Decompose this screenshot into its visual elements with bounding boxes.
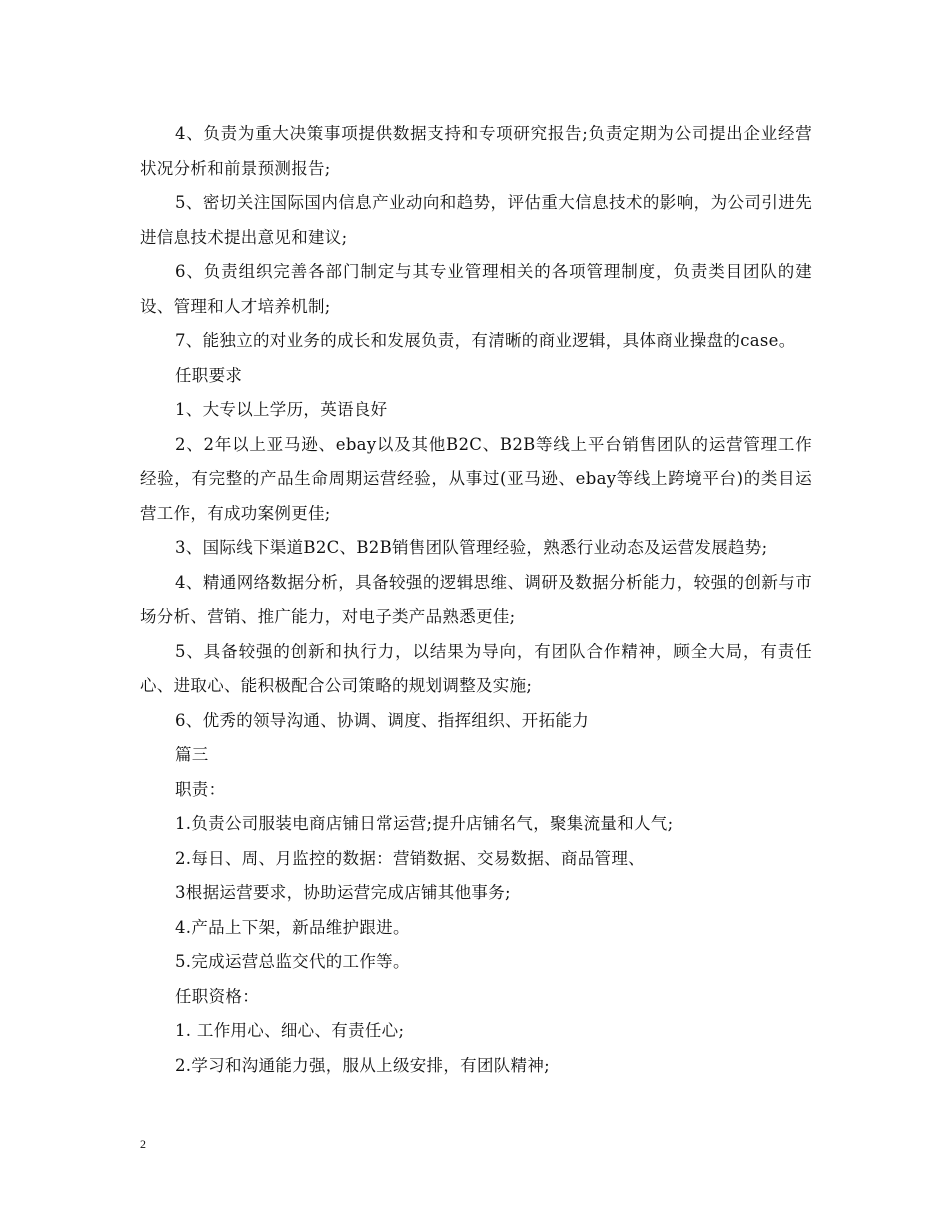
paragraph: 4、精通网络数据分析，具备较强的逻辑思维、调研及数据分析能力，较强的创新与市场分析、营销、推广能力，对电子类产品熟悉更佳; xyxy=(140,572,812,626)
paragraph: 5、具备较强的创新和执行力，以结果为导向，有团队合作精神，顾全大局，有责任心、进取心、能积极配合公司策略的规划调整及实施; xyxy=(140,641,812,695)
paragraph: 1、大专以上学历，英语良好 xyxy=(175,400,388,419)
paragraph: 1.负责公司服装电商店铺日常运营;提升店铺名气，聚集流量和人气; xyxy=(175,814,674,833)
paragraph: 4、负责为重大决策事项提供数据支持和专项研究报告;负责定期为公司提出企业经营状况分析和前景预测报告; xyxy=(140,124,812,178)
paragraph: 5.完成运营总监交代的工作等。 xyxy=(175,952,410,971)
paragraph: 6、负责组织完善各部门制定与其专业管理相关的各项管理制度，负责类目团队的建设、管理和人才培养机制; xyxy=(140,262,812,316)
paragraph: 4.产品上下架，新品维护跟进。 xyxy=(175,917,410,937)
section-heading: 篇三 xyxy=(175,745,209,764)
paragraph: 7、能独立的对业务的成长和发展负责，有清晰的商业逻辑，具体商业操盘的case。 xyxy=(175,331,796,350)
page-number: 2 xyxy=(140,1137,146,1151)
paragraph: 5、密切关注国际国内信息产业动向和趋势，评估重大信息技术的影响，为公司引进先进信息技术提出意见和建议; xyxy=(140,193,812,247)
paragraph: 6、优秀的领导沟通、协调、调度、指挥组织、开拓能力 xyxy=(175,710,589,730)
section-heading: 职责： xyxy=(175,779,226,799)
paragraph: 2.每日、周、月监控的数据：营销数据、交易数据、商品管理、 xyxy=(175,848,645,868)
document-body xyxy=(140,117,812,1083)
paragraph: 1. 工作用心、细心、有责任心; xyxy=(175,1021,405,1040)
paragraph: 3、国际线下渠道B2C、B2B销售团队管理经验，熟悉行业动态及运营发展趋势; xyxy=(175,538,768,557)
paragraph: 2.学习和沟通能力强，服从上级安排，有团队精神; xyxy=(175,1055,551,1075)
paragraph: 2、2年以上亚马逊、ebay以及其他B2C、B2B等线上平台销售团队的运营管理工作经验，有完整的产品生命周期运营经验，从事过(亚马逊、ebay等线上跨境平台)的类目运营工作，有成功案例更佳; xyxy=(140,434,812,523)
section-heading: 任职资格： xyxy=(175,986,259,1006)
section-heading: 任职要求 xyxy=(175,365,243,385)
paragraph: 3根据运营要求，协助运营完成店铺其他事务; xyxy=(175,883,511,902)
